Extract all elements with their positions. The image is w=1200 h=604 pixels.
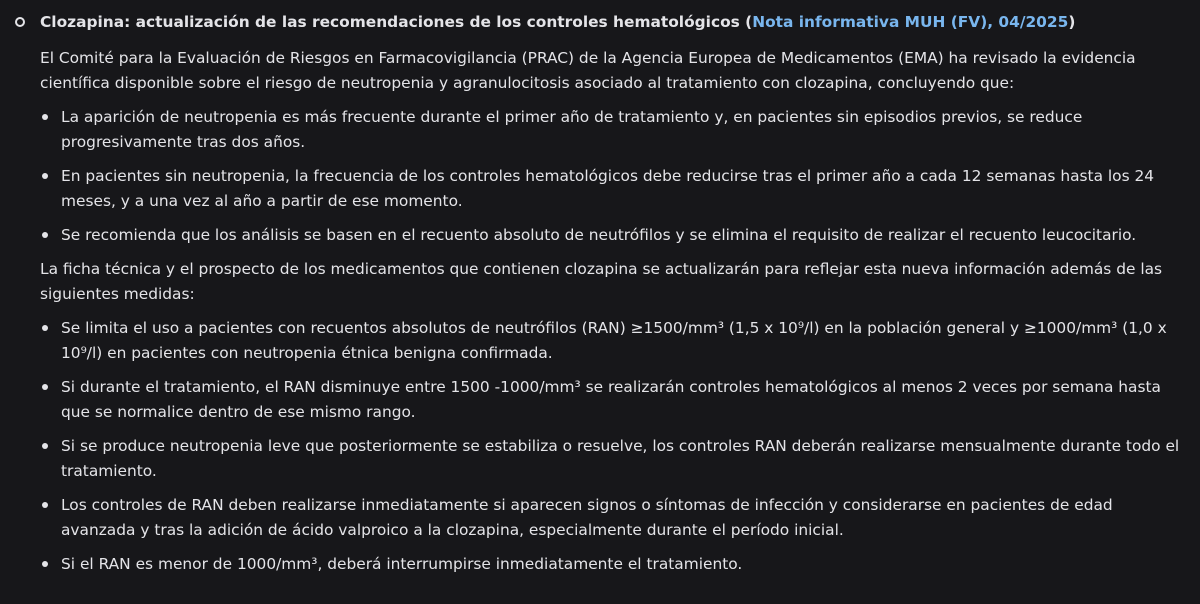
- measure-item: Si el RAN es menor de 1000/mm³, deberá interrumpirse inmediatamente el tratamiento.: [40, 552, 1186, 577]
- measure-item: Los controles de RAN deben realizarse inmediatamente si aparecen signos o síntomas de infección y considerarse en pacientes de edad avanzada y tras la adición de ácido valproico a la clozapina, especialmente durante el período inicial.: [40, 493, 1186, 543]
- conclusion-item: En pacientes sin neutropenia, la frecuencia de los controles hematológicos debe reducirse tras el primer año a cada 12 semanas hasta los 24 meses, y a una vez al año a partir de ese momento.: [40, 164, 1186, 214]
- title-suffix: ): [1068, 13, 1076, 31]
- title-text: Clozapina: actualización de las recomendaciones de los controles hematológicos (: [40, 13, 753, 31]
- measure-item: Si durante el tratamiento, el RAN disminuye entre 1500 -1000/mm³ se realizarán controles hematológicos al menos 2 veces por semana hasta que se normalice dentro de ese mismo rango.: [40, 375, 1186, 425]
- conclusions-list: [40, 105, 1186, 248]
- measure-item: Si se produce neutropenia leve que posteriormente se estabiliza o resuelve, los controles RAN deberán realizarse mensualmente durante todo el tratamiento.: [40, 434, 1186, 484]
- measures-list: [40, 316, 1186, 577]
- hollow-bullet-icon: [15, 17, 25, 27]
- measure-item: Se limita el uso a pacientes con recuentos absolutos de neutrófilos (RAN) ≥1500/mm³ (1,5 x 10⁹/l) en la población general y ≥1000/mm³ (1,0 x 10⁹/l) en pacientes con neutropenia étnica benigna confirmada.: [40, 316, 1186, 366]
- section-title: [40, 10, 1186, 35]
- intro-paragraph: El Comité para la Evaluación de Riesgos en Farmacovigilancia (PRAC) de la Agencia Europea de Medicamentos (EMA) ha revisado la evidencia científica disponible sobre el riesgo de neutropenia y agranulocitosis asociado al tratamiento con clozapina, concluyendo que:: [40, 49, 1136, 92]
- conclusion-item: Se recomienda que los análisis se basen en el recuento absoluto de neutrófilos y se elimina el requisito de realizar el recuento leucocitario.: [40, 223, 1186, 248]
- measures-intro-paragraph: La ficha técnica y el prospecto de los medicamentos que contienen clozapina se actualizarán para reflejar esta nueva información además de las siguientes medidas:: [40, 260, 1163, 303]
- conclusion-item: La aparición de neutropenia es más frecuente durante el primer año de tratamiento y, en pacientes sin episodios previos, se reduce progresivamente tras dos años.: [40, 105, 1186, 155]
- nota-informativa-link[interactable]: Nota informativa MUH (FV), 04/2025: [752, 13, 1069, 31]
